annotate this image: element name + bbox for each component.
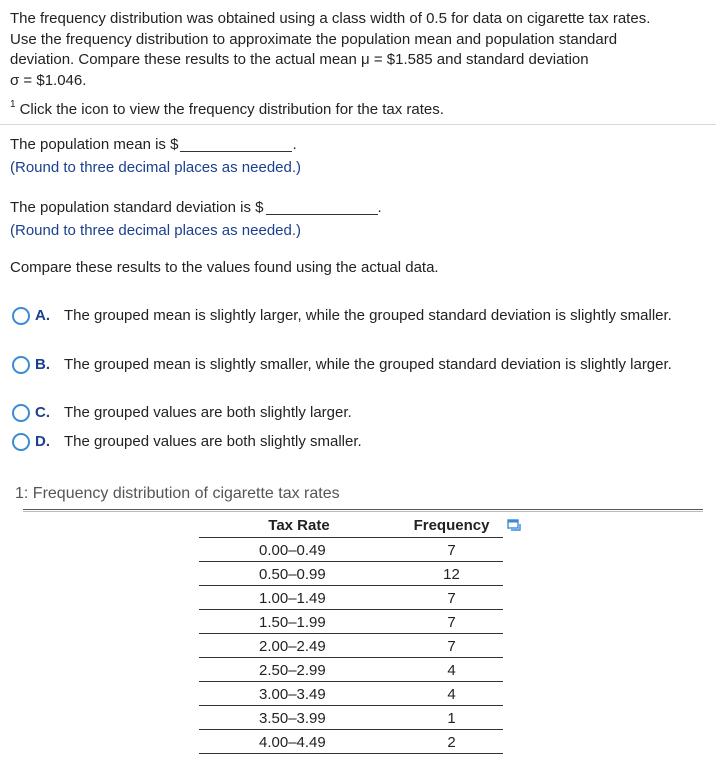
table-row: [199, 658, 503, 682]
radio-button[interactable]: [12, 356, 30, 374]
cell-frequency: 7: [447, 638, 456, 655]
choice-b[interactable]: [12, 355, 702, 397]
table-row: [199, 610, 503, 634]
sd-answer-field[interactable]: [266, 200, 378, 215]
choice-text: The grouped mean is slightly larger, while the grouped standard deviation is slightly smaller.: [64, 307, 672, 324]
radio-button[interactable]: [12, 307, 30, 325]
radio-button[interactable]: [12, 433, 30, 451]
mean-suffix: .: [292, 136, 297, 153]
choice-c[interactable]: [12, 403, 702, 425]
mean-question: [10, 135, 297, 155]
cell-frequency: 7: [447, 614, 456, 631]
header-frequency: Frequency: [413, 517, 490, 534]
problem-line: σ = $1.046.: [10, 71, 87, 89]
compare-prompt: Compare these results to the values found using the actual data.: [10, 259, 439, 276]
sd-suffix: .: [377, 199, 382, 216]
sd-question: [10, 198, 382, 218]
table-row: [199, 730, 503, 754]
choice-letter: C.: [35, 404, 50, 421]
table-row: [199, 586, 503, 610]
choice-text: The grouped values are both slightly smaller.: [64, 433, 362, 450]
cell-frequency: 7: [447, 590, 456, 607]
table-row: [199, 706, 503, 730]
footnote-marker: 1: [10, 99, 16, 110]
cell-tax-rate: 0.50–0.99: [259, 566, 326, 583]
choice-letter: D.: [35, 433, 50, 450]
cell-tax-rate: 3.50–3.99: [259, 710, 326, 727]
freq-dist-title: 1: Frequency distribution of cigarette tax rates: [15, 485, 340, 502]
divider: [23, 509, 703, 510]
cell-frequency: 2: [447, 734, 456, 751]
cell-tax-rate: 1.00–1.49: [259, 590, 326, 607]
frequency-table: [199, 513, 503, 754]
choice-text: The grouped values are both slightly larger.: [64, 404, 352, 421]
choice-letter: A.: [35, 307, 50, 324]
reference-line[interactable]: [10, 95, 444, 120]
mean-hint: (Round to three decimal places as needed.): [10, 159, 302, 176]
problem-line: The frequency distribution was obtained using a class width of 0.5 for data on cigarette tax rates.: [10, 10, 651, 27]
mean-answer-field[interactable]: [180, 137, 292, 152]
radio-button[interactable]: [12, 404, 30, 422]
cell-frequency: 1: [447, 710, 456, 727]
choice-a[interactable]: [12, 306, 702, 348]
cell-tax-rate: 0.00–0.49: [259, 542, 326, 559]
divider: [23, 511, 703, 512]
table-row: [199, 538, 503, 562]
reference-text: Click the icon to view the frequency distribution for the tax rates.: [19, 101, 444, 118]
problem-statement: [10, 9, 710, 91]
cell-frequency: 12: [443, 566, 460, 583]
sd-hint: (Round to three decimal places as needed.): [10, 222, 302, 239]
choice-letter: B.: [35, 356, 50, 373]
cell-frequency: 4: [447, 662, 456, 679]
cell-frequency: 7: [447, 542, 456, 559]
cell-tax-rate: 1.50–1.99: [259, 614, 326, 631]
mean-prefix: The population mean is $: [10, 136, 179, 153]
divider: [0, 124, 716, 125]
problem-line: deviation. Compare these results to the actual mean μ = $1.585 and standard deviation: [10, 51, 589, 68]
header-tax-rate: Tax Rate: [268, 517, 330, 534]
cell-tax-rate: 2.50–2.99: [259, 662, 326, 679]
table-row: [199, 634, 503, 658]
sd-prefix: The population standard deviation is $: [10, 199, 264, 216]
table-row: [199, 682, 503, 706]
table-header: [199, 513, 503, 538]
cell-tax-rate: 4.00–4.49: [259, 734, 326, 751]
cell-frequency: 4: [447, 686, 456, 703]
problem-line: Use the frequency distribution to approximate the population mean and population standard: [10, 30, 618, 48]
cell-tax-rate: 2.00–2.49: [259, 638, 326, 655]
table-row: [199, 562, 503, 586]
choice-d[interactable]: [12, 432, 702, 454]
cell-tax-rate: 3.00–3.49: [259, 686, 326, 703]
copy-icon[interactable]: [507, 519, 521, 533]
choice-text: The grouped mean is slightly smaller, while the grouped standard deviation is slightly larger.: [64, 356, 672, 373]
